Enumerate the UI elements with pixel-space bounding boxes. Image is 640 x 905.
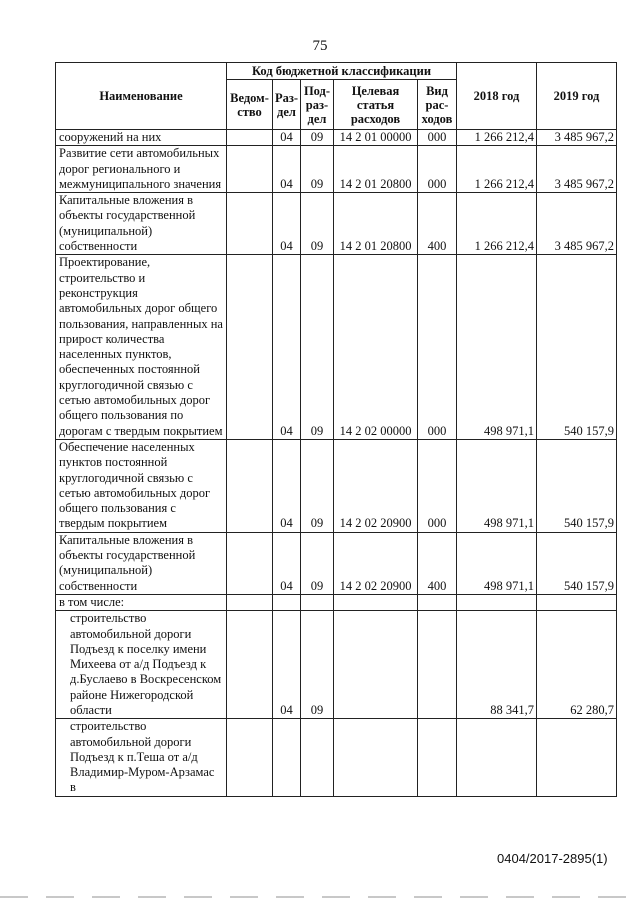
row-name: Обеспечение населенных пунктов постоянной круглогодичной связью с сетью автомобильных дорог общего пользования с твердым покрытием — [56, 439, 227, 532]
row-podrazdel: 09 — [301, 146, 334, 193]
page-number: 75 — [312, 38, 328, 54]
row-celevaya — [334, 719, 418, 796]
header-name: Наименование — [56, 63, 227, 130]
table-row — [56, 719, 617, 796]
header-vedomstvo: Ведом-ство — [227, 80, 273, 130]
row-2019: 540 157,9 — [537, 439, 617, 532]
header-vid: Вид рас-ходов — [418, 80, 457, 130]
row-2018 — [457, 594, 537, 610]
row-vid: 000 — [418, 146, 457, 193]
row-podrazdel: 09 — [301, 255, 334, 440]
row-vid — [418, 594, 457, 610]
row-vedomstvo — [227, 611, 273, 719]
table-row — [56, 146, 617, 193]
row-vid: 000 — [418, 130, 457, 146]
row-name: Развитие сети автомобильных дорог регионального и межмуниципального значения — [56, 146, 227, 193]
row-2018: 1 266 212,4 — [457, 146, 537, 193]
row-2019: 540 157,9 — [537, 255, 617, 440]
row-2018: 1 266 212,4 — [457, 193, 537, 255]
row-name: строительство автомобильной дороги Подъезд к поселку имени Михеева от а/д Подъезд к д.Буслаево в Воскресенском районе Нижегородской области — [56, 611, 227, 719]
header-2018: 2018 год — [457, 63, 537, 130]
row-razdel — [273, 719, 301, 796]
table-row — [56, 594, 617, 610]
row-vid: 000 — [418, 255, 457, 440]
row-2019: 3 485 967,2 — [537, 146, 617, 193]
row-podrazdel — [301, 719, 334, 796]
header-code-group: Код бюджетной классификации — [227, 63, 457, 80]
row-celevaya: 14 2 02 20900 — [334, 532, 418, 594]
row-2019: 62 280,7 — [537, 611, 617, 719]
budget-table — [55, 62, 617, 797]
row-razdel: 04 — [273, 255, 301, 440]
row-2018: 1 266 212,4 — [457, 130, 537, 146]
row-vid: 400 — [418, 193, 457, 255]
row-2018: 498 971,1 — [457, 439, 537, 532]
row-vedomstvo — [227, 532, 273, 594]
row-celevaya: 14 2 01 00000 — [334, 130, 418, 146]
row-2018: 498 971,1 — [457, 255, 537, 440]
row-razdel: 04 — [273, 611, 301, 719]
row-podrazdel: 09 — [301, 193, 334, 255]
row-celevaya: 14 2 02 00000 — [334, 255, 418, 440]
row-razdel — [273, 594, 301, 610]
row-2019: 3 485 967,2 — [537, 193, 617, 255]
row-2019 — [537, 594, 617, 610]
row-podrazdel: 09 — [301, 439, 334, 532]
header-podrazdel: Под-раз-дел — [301, 80, 334, 130]
row-celevaya: 14 2 01 20800 — [334, 146, 418, 193]
row-podrazdel — [301, 594, 334, 610]
row-vedomstvo — [227, 439, 273, 532]
row-2018 — [457, 719, 537, 796]
row-razdel: 04 — [273, 532, 301, 594]
row-2019 — [537, 719, 617, 796]
row-celevaya — [334, 611, 418, 719]
table-row — [56, 255, 617, 440]
row-vid — [418, 611, 457, 719]
row-vid: 400 — [418, 532, 457, 594]
document-code: 0404/2017-2895(1) — [497, 851, 608, 866]
row-vid — [418, 719, 457, 796]
row-name: сооружений на них — [56, 130, 227, 146]
row-razdel: 04 — [273, 130, 301, 146]
row-vedomstvo — [227, 719, 273, 796]
row-podrazdel: 09 — [301, 130, 334, 146]
header-celevaya: Целевая статья расходов — [334, 80, 418, 130]
row-vedomstvo — [227, 130, 273, 146]
row-2019: 3 485 967,2 — [537, 130, 617, 146]
row-vedomstvo — [227, 594, 273, 610]
row-vedomstvo — [227, 146, 273, 193]
table-row — [56, 611, 617, 719]
row-name: Капитальные вложения в объекты государственной (муниципальной) собственности — [56, 532, 227, 594]
row-name: в том числе: — [56, 594, 227, 610]
header-razdel: Раз-дел — [273, 80, 301, 130]
row-2018: 88 341,7 — [457, 611, 537, 719]
row-vedomstvo — [227, 193, 273, 255]
row-razdel: 04 — [273, 439, 301, 532]
row-celevaya — [334, 594, 418, 610]
row-name: Проектирование, строительство и реконструкция автомобильных дорог общего пользования, направленных на прирост количества населенных пунктов, обеспеченных постоянной круглогодичной связью с сетью автомобильных дорог общего пользования по дорогам с твердым покрытием — [56, 255, 227, 440]
table-row — [56, 439, 617, 532]
scan-edge-artifact — [0, 896, 640, 898]
table-row — [56, 193, 617, 255]
header-2019: 2019 год — [537, 63, 617, 130]
row-name: Капитальные вложения в объекты государственной (муниципальной) собственности — [56, 193, 227, 255]
row-razdel: 04 — [273, 146, 301, 193]
table-row — [56, 532, 617, 594]
row-2019: 540 157,9 — [537, 532, 617, 594]
row-vedomstvo — [227, 255, 273, 440]
table-row — [56, 130, 617, 146]
row-podrazdel: 09 — [301, 611, 334, 719]
row-name: строительство автомобильной дороги Подъезд к п.Теша от а/д Владимир-Муром-Арзамас в — [56, 719, 227, 796]
row-2018: 498 971,1 — [457, 532, 537, 594]
row-podrazdel: 09 — [301, 532, 334, 594]
row-celevaya: 14 2 01 20800 — [334, 193, 418, 255]
row-razdel: 04 — [273, 193, 301, 255]
row-celevaya: 14 2 02 20900 — [334, 439, 418, 532]
row-vid: 000 — [418, 439, 457, 532]
